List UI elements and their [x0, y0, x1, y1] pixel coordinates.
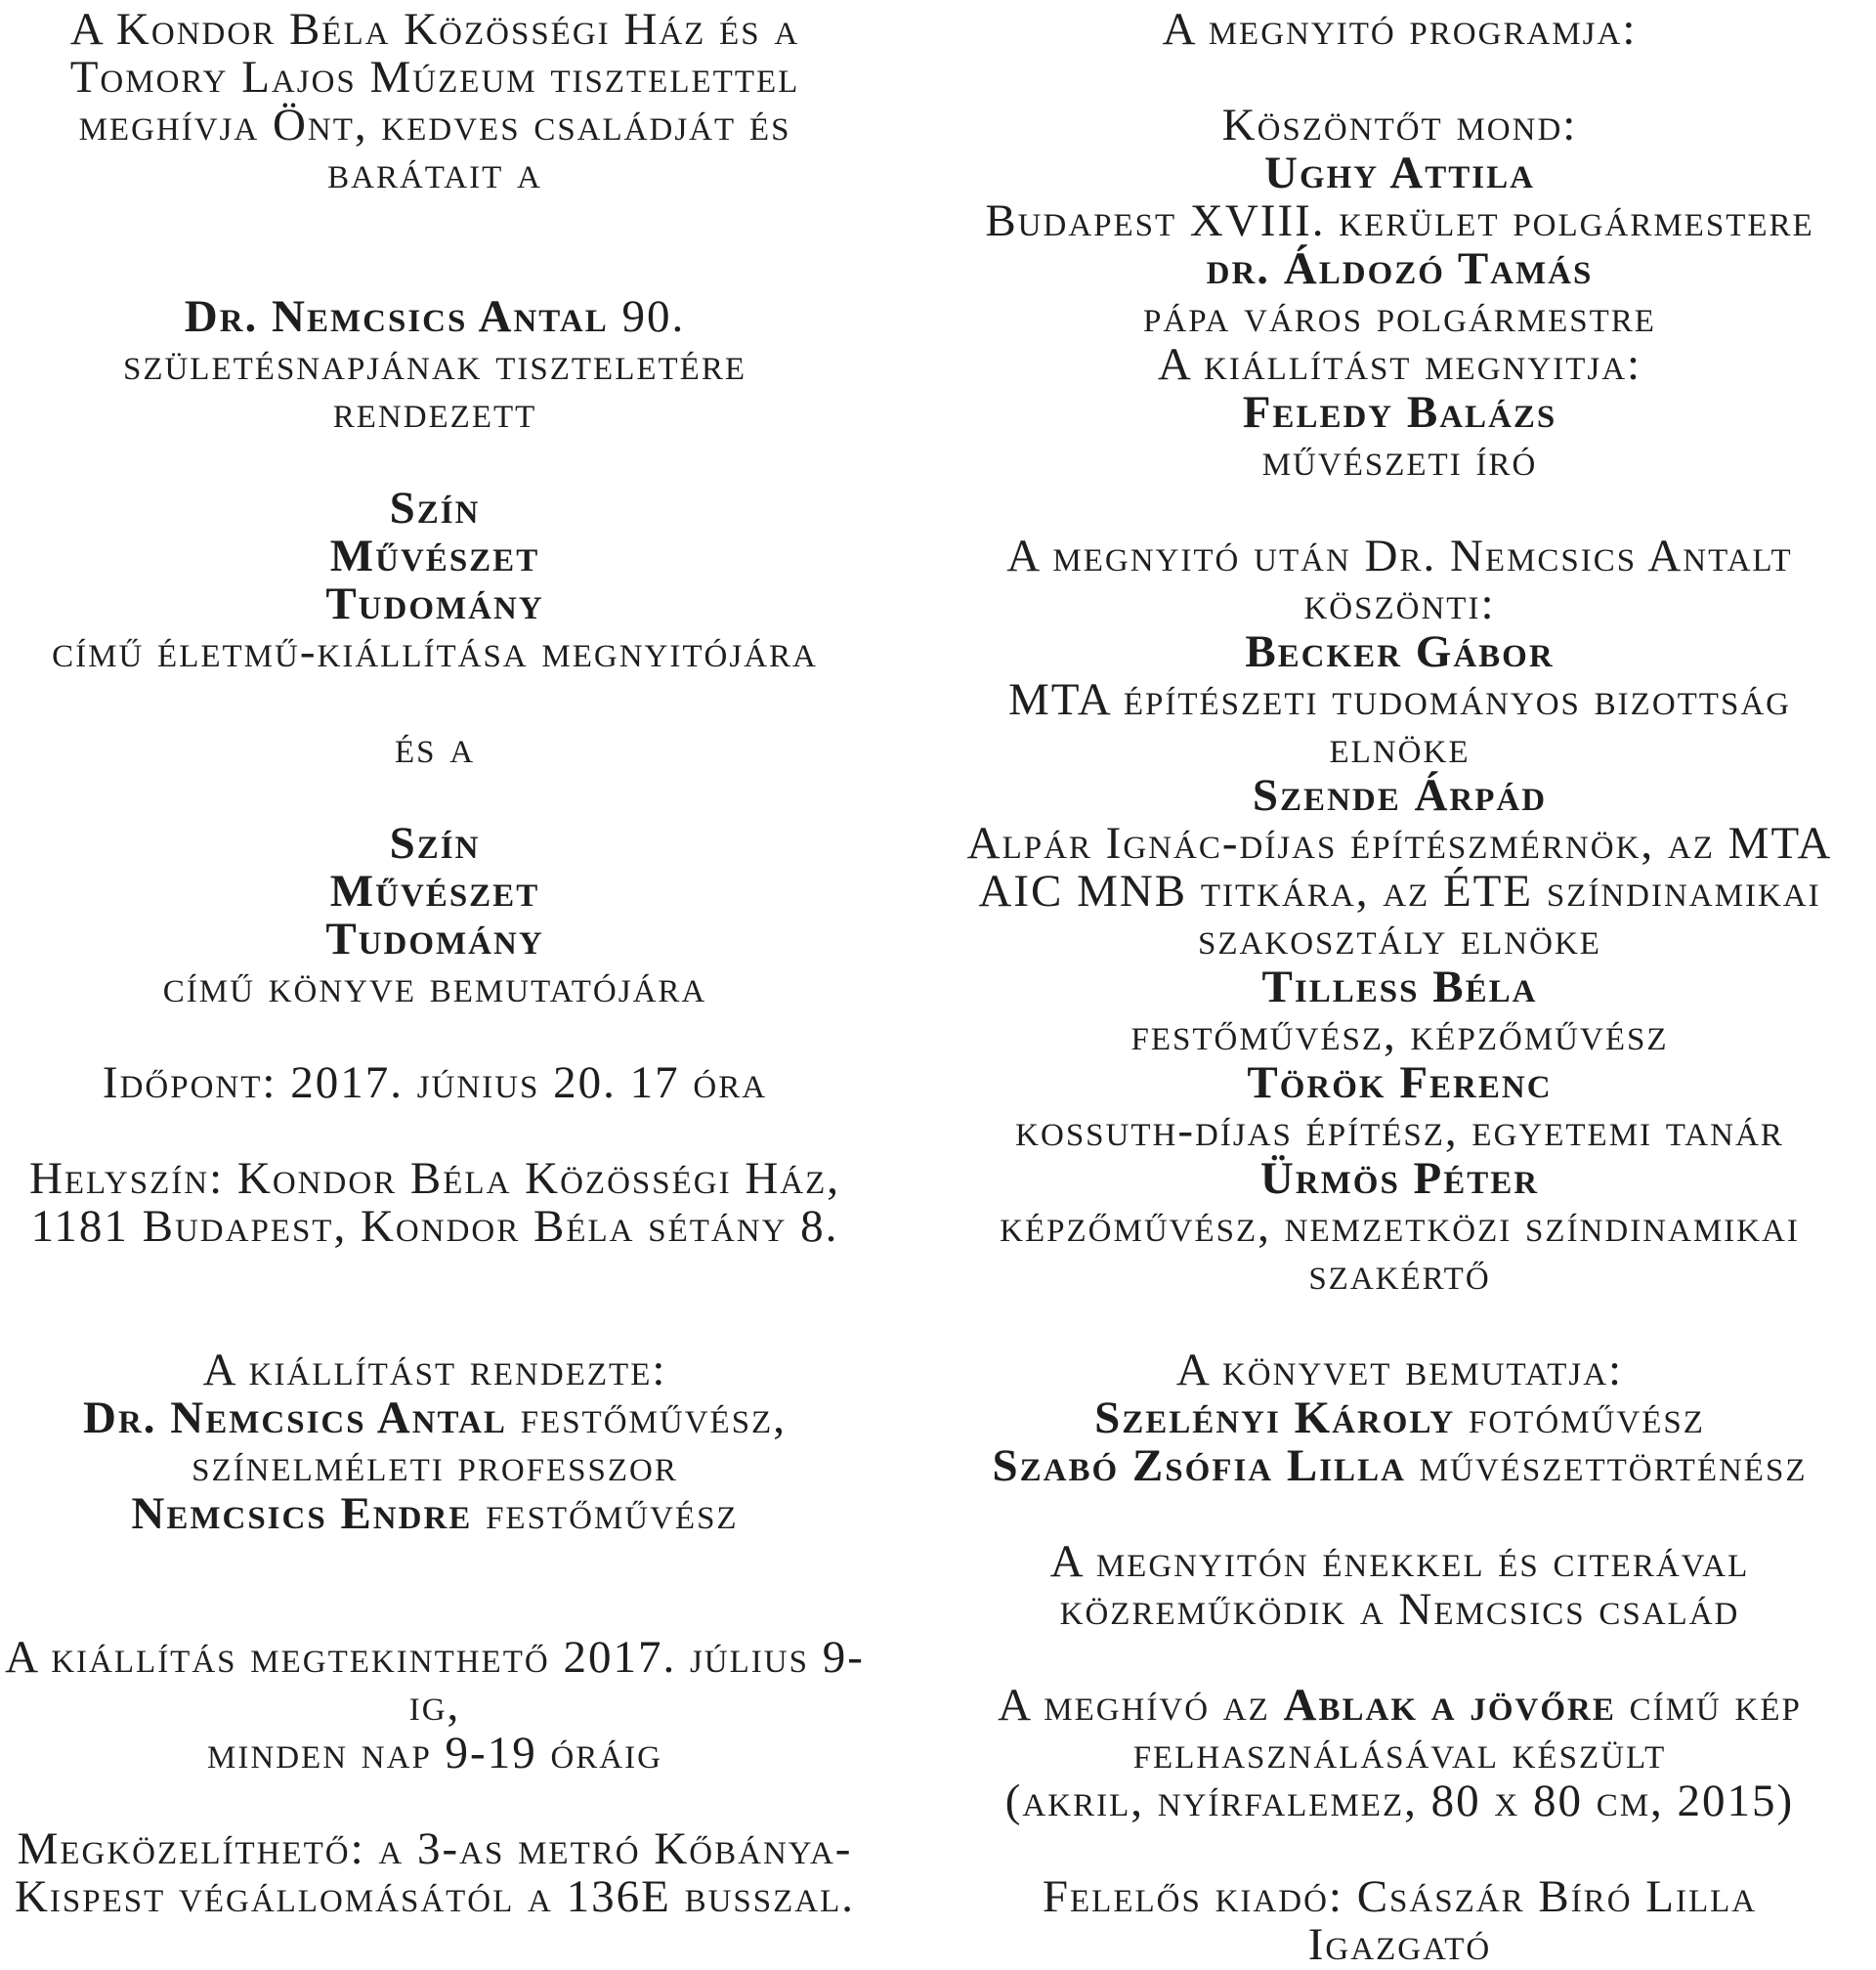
credit-line — [953, 1682, 1847, 1730]
publisher-line: Felelős kiadó: Császár Bíró Lilla Igazgató — [1042, 1871, 1758, 1970]
welcome-label: Köszöntőt mond: — [1221, 100, 1578, 150]
invite-line: A Kondor Béla Közösségi Ház és a — [69, 4, 800, 55]
greeter-role: elnöke — [1329, 722, 1471, 773]
invite-line: Tomory Lajos Múzeum tisztelettel — [69, 52, 800, 103]
greeter-role: Alpár Ignác-díjas építészmérnök, az MTA — [966, 818, 1833, 869]
presenter-role: fotóművész — [1455, 1392, 1705, 1443]
curator-role: festőművész, — [506, 1392, 787, 1443]
venue-line: Helyszín: Kondor Béla Közösségi Ház, — [28, 1153, 841, 1204]
program-title: A megnyitó programja: — [1162, 4, 1638, 55]
curator-role-line: színelméleti professzor — [192, 1440, 678, 1491]
greet-label: köszönti: — [1303, 578, 1496, 629]
greeter-role: képzőművész, nemzetközi színdinamikai — [1000, 1201, 1800, 1252]
greeter-name: Török Ferenc — [1247, 1057, 1553, 1108]
greeter-role: szakértő — [1308, 1249, 1491, 1300]
speaker-role: Budapest XVIII. kerület polgármestere — [985, 195, 1814, 246]
birthday-line: születésnapjának tiszteletére — [122, 339, 747, 390]
curator-role: festőművész — [472, 1488, 739, 1539]
presenter-line — [953, 1442, 1847, 1490]
credit-pre: A meghívó az — [998, 1680, 1284, 1731]
book-title-line: Művészet — [329, 866, 540, 917]
invite-line: barátait a — [327, 148, 542, 198]
exhibition-caption: című életmű-kiállítása megnyitójára — [52, 626, 818, 677]
opener-name: Feledy Balázs — [1242, 387, 1557, 438]
access-line: Kispest végállomásától a 136E busszal. — [14, 1871, 856, 1922]
greeter-role: MTA építészeti tudományos bizottság — [1008, 674, 1791, 725]
book-caption: című könyve bemutatójára — [162, 962, 707, 1012]
speaker-name: dr. Áldozó Tamás — [1206, 243, 1594, 294]
greeter-name: Becker Gábor — [1245, 626, 1555, 677]
greeter-role: AIC MNB titkára, az ÉTE színdinamikai — [978, 866, 1821, 917]
viewing-line: A kiállítás megtekinthető 2017. július 9-ig, — [5, 1632, 865, 1731]
greeter-name: Ürmös Péter — [1259, 1153, 1540, 1204]
greeter-role: festőművész, képzőművész — [1130, 1009, 1669, 1060]
speaker-name: Ughy Attila — [1264, 148, 1535, 198]
access-line: Megközelíthető: a 3-as metró Kőbánya- — [17, 1823, 853, 1874]
event-time: Időpont: 2017. június 20. 17 óra — [102, 1057, 768, 1108]
artwork-title: Ablak a jövőre — [1283, 1680, 1616, 1731]
curator-name: Dr. Nemcsics Antal — [83, 1392, 507, 1443]
music-line: A megnyitón énekkel és citerával — [1049, 1536, 1750, 1587]
exhibition-title-line: Tudomány — [325, 578, 544, 629]
curator-line — [0, 1490, 870, 1538]
credit-line: (akril, nyírfalemez, 80 x 80 cm, 2015) — [1004, 1776, 1795, 1826]
book-title-line: Tudomány — [325, 914, 544, 964]
greeter-name: Tilless Béla — [1261, 962, 1538, 1012]
right-column — [953, 0, 1847, 1969]
presenter-role: művészettörténész — [1405, 1440, 1808, 1491]
presenter-name: Szabó Zsófia Lilla — [992, 1440, 1406, 1491]
birthday-line: rendezett — [332, 387, 537, 438]
speaker-role: pápa város polgármestre — [1143, 291, 1656, 342]
presenter-line — [953, 1394, 1847, 1442]
opener-role: művészeti író — [1261, 435, 1538, 486]
curator-line — [0, 1394, 870, 1442]
and-line: és a — [394, 722, 476, 773]
honoree-line — [0, 293, 870, 341]
credit-post: című kép — [1615, 1680, 1802, 1731]
opening-label: A kiállítást megnyitja: — [1157, 339, 1642, 390]
book-presenter-label: A könyvet bemutatja: — [1175, 1345, 1624, 1395]
greeter-name: Szende Árpád — [1252, 770, 1548, 821]
invite-line: meghívja Önt, kedves családját és — [78, 100, 791, 150]
book-title-line: Szín — [389, 818, 481, 869]
credit-line: felhasználásával készült — [1132, 1728, 1667, 1778]
greeter-role: szakosztály elnöke — [1198, 914, 1601, 964]
curator-name: Nemcsics Endre — [131, 1488, 473, 1539]
left-column — [0, 0, 870, 1921]
greeter-role: kossuth-díjas építész, egyetemi tanár — [1015, 1105, 1784, 1156]
exhibition-title-line: Szín — [389, 483, 481, 534]
greet-label: A megnyitó után Dr. Nemcsics Antalt — [1006, 531, 1793, 581]
viewing-line: minden nap 9-19 óráig — [207, 1728, 662, 1778]
honoree-age: 90. — [608, 291, 686, 342]
presenter-name: Szelényi Károly — [1094, 1392, 1456, 1443]
exhibition-title-line: Művészet — [329, 531, 540, 581]
venue-line: 1181 Budapest, Kondor Béla sétány 8. — [30, 1201, 839, 1252]
curated-label: A kiállítást rendezte: — [202, 1345, 667, 1395]
music-line: közreműködik a Nemcsics család — [1059, 1584, 1740, 1635]
honoree-name: Dr. Nemcsics Antal — [184, 291, 609, 342]
